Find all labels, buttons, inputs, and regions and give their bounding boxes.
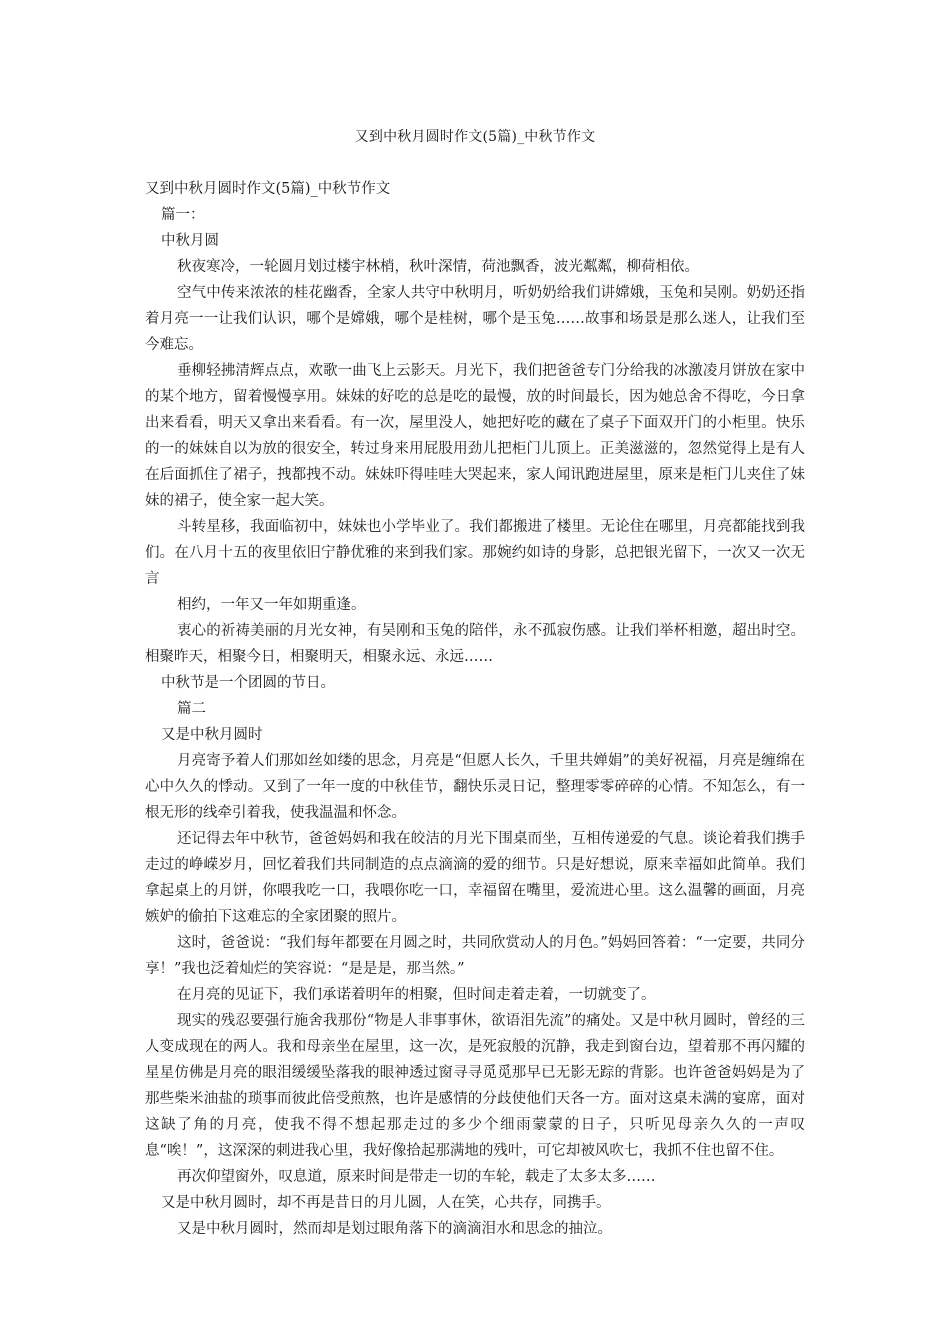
section-heading-1: 中秋月圆 xyxy=(161,233,219,249)
paragraph: 垂柳轻拂清辉点点，欢歌一曲飞上云影天。月光下，我们把爸爸专门分给我的冰激凌月饼放在家中的某个地方，留着慢慢享用。妹妹的好吃的总是吃的最慢，放的时间最长，因为她总舍不得吃，今日拿出来看看，明天又拿出来看看。有一次，屋里没人，她把好吃的藏在了桌子下面双开门的小柜里。快乐的一的妹妹自以为放的很安全，转过身来用屁股用劲儿把柜门儿顶上。正美滋滋的，忽然觉得上是有人在后面抓住了裙子，拽都拽不动。妹妹吓得哇哇大哭起来，家人闻讯跑进屋里，原来是柜门儿夹住了妹妹的裙子，使全家一起大笑。 xyxy=(145,363,805,509)
document-body xyxy=(145,176,805,1242)
paragraph: 在月亮的见证下，我们承诺着明年的相聚，但时间走着走着，一切就变了。 xyxy=(177,987,656,1003)
paragraph: 再次仰望窗外，叹息道，原来时间是带走一切的车轮，载走了太多太多…… xyxy=(177,1169,656,1185)
paragraph: 相约，一年又一年如期重逢。 xyxy=(177,597,366,613)
paragraph: 秋夜寒冷，一轮圆月划过楼宇林梢，秋叶深情，荷池飘香，波光粼粼，柳荷相依。 xyxy=(177,259,699,275)
section-heading-2: 又是中秋月圆时 xyxy=(161,727,263,743)
paragraph: 空气中传来浓浓的桂花幽香，全家人共守中秋明月，听奶奶给我们讲嫦娥，玉兔和吴刚。奶奶还指着月亮一一让我们认识，哪个是嫦娥，哪个是桂树，哪个是玉兔……故事和场景是那么迷人，让我们至今难忘。 xyxy=(145,285,805,353)
paragraph: 月亮寄予着人们那如丝如缕的思念，月亮是“但愿人长久，千里共婵娟”的美好祝福，月亮是缠绵在心中久久的悸动。又到了一年一度的中秋佳节，翻快乐灵日记，整理零零碎碎的心情。不知怎么，有一根无形的线牵引着我，使我温温和怀念。 xyxy=(145,753,805,821)
paragraph: 中秋节是一个团圆的节日。 xyxy=(161,675,335,691)
document-title: 又到中秋月圆时作文(5篇)_中秋节作文 xyxy=(354,129,596,145)
paragraph: 还记得去年中秋节，爸爸妈妈和我在皎洁的月光下围桌而坐，互相传递爱的气息。谈论着我们携手走过的峥嵘岁月，回忆着我们共同制造的点点滴滴的爱的细节。只是好想说，原来幸福如此简单。我们拿起桌上的月饼，你喂我吃一口，我喂你吃一口，幸福留在嘴里，爱流进心里。这么温馨的画面，月亮嫉妒的偷拍下这难忘的全家团聚的照片。 xyxy=(145,831,805,925)
paragraph: 又是中秋月圆时，然而却是划过眼角落下的滴滴泪水和思念的抽泣。 xyxy=(177,1221,612,1237)
document-subtitle: 又到中秋月圆时作文(5篇)_中秋节作文 xyxy=(145,181,391,197)
paragraph: 又是中秋月圆时，却不再是昔日的月儿圆，人在笑，心共存，同携手。 xyxy=(161,1195,611,1211)
paragraph: 这时，爸爸说：“我们每年都要在月圆之时，共同欣赏动人的月色。”妈妈回答着：“一定要，共同分享！”我也泛着灿烂的笑容说：“是是是，那当然。” xyxy=(145,935,805,977)
paragraph: 现实的残忍要强行施舍我那份“物是人非事事休，欲语泪先流”的痛处。又是中秋月圆时，曾经的三人变成现在的两人。我和母亲坐在屋里，这一次，是死寂般的沉静，我走到窗台边，望着那不再闪耀的星星仿佛是月亮的眼泪缓缓坠落我的眼神透过窗寻寻觅觅那早已无影无踪的背影。也许爸爸妈妈是为了那些柴米油盐的琐事而彼此倍受煎熬，也许是感情的分歧使他们天各一方。面对这桌未满的宴席，面对这缺了角的月亮，使我不得不想起那走过的多少个细雨蒙蒙的日子，只听见母亲久久的一声叹息“唉！”，这深深的刺进我心里，我好像拾起那满地的残叶，可它却被风吹七，我抓不住也留不住。 xyxy=(145,1013,805,1159)
paragraph: 衷心的祈祷美丽的月光女神，有吴刚和玉兔的陪伴，永不孤寂伤感。让我们举杯相邀，超出时空。相聚昨天，相聚今日，相聚明天，相聚永远、永远…… xyxy=(145,623,805,665)
section-label-2: 篇二 xyxy=(177,701,206,717)
paragraph: 斗转星移，我面临初中，妹妹也小学毕业了。我们都搬进了楼里。无论住在哪里，月亮都能找到我们。在八月十五的夜里依旧宁静优雅的来到我们家。那婉约如诗的身影，总把银光留下，一次又一次无言 xyxy=(145,519,805,587)
section-label-1: 篇一： xyxy=(161,207,205,223)
